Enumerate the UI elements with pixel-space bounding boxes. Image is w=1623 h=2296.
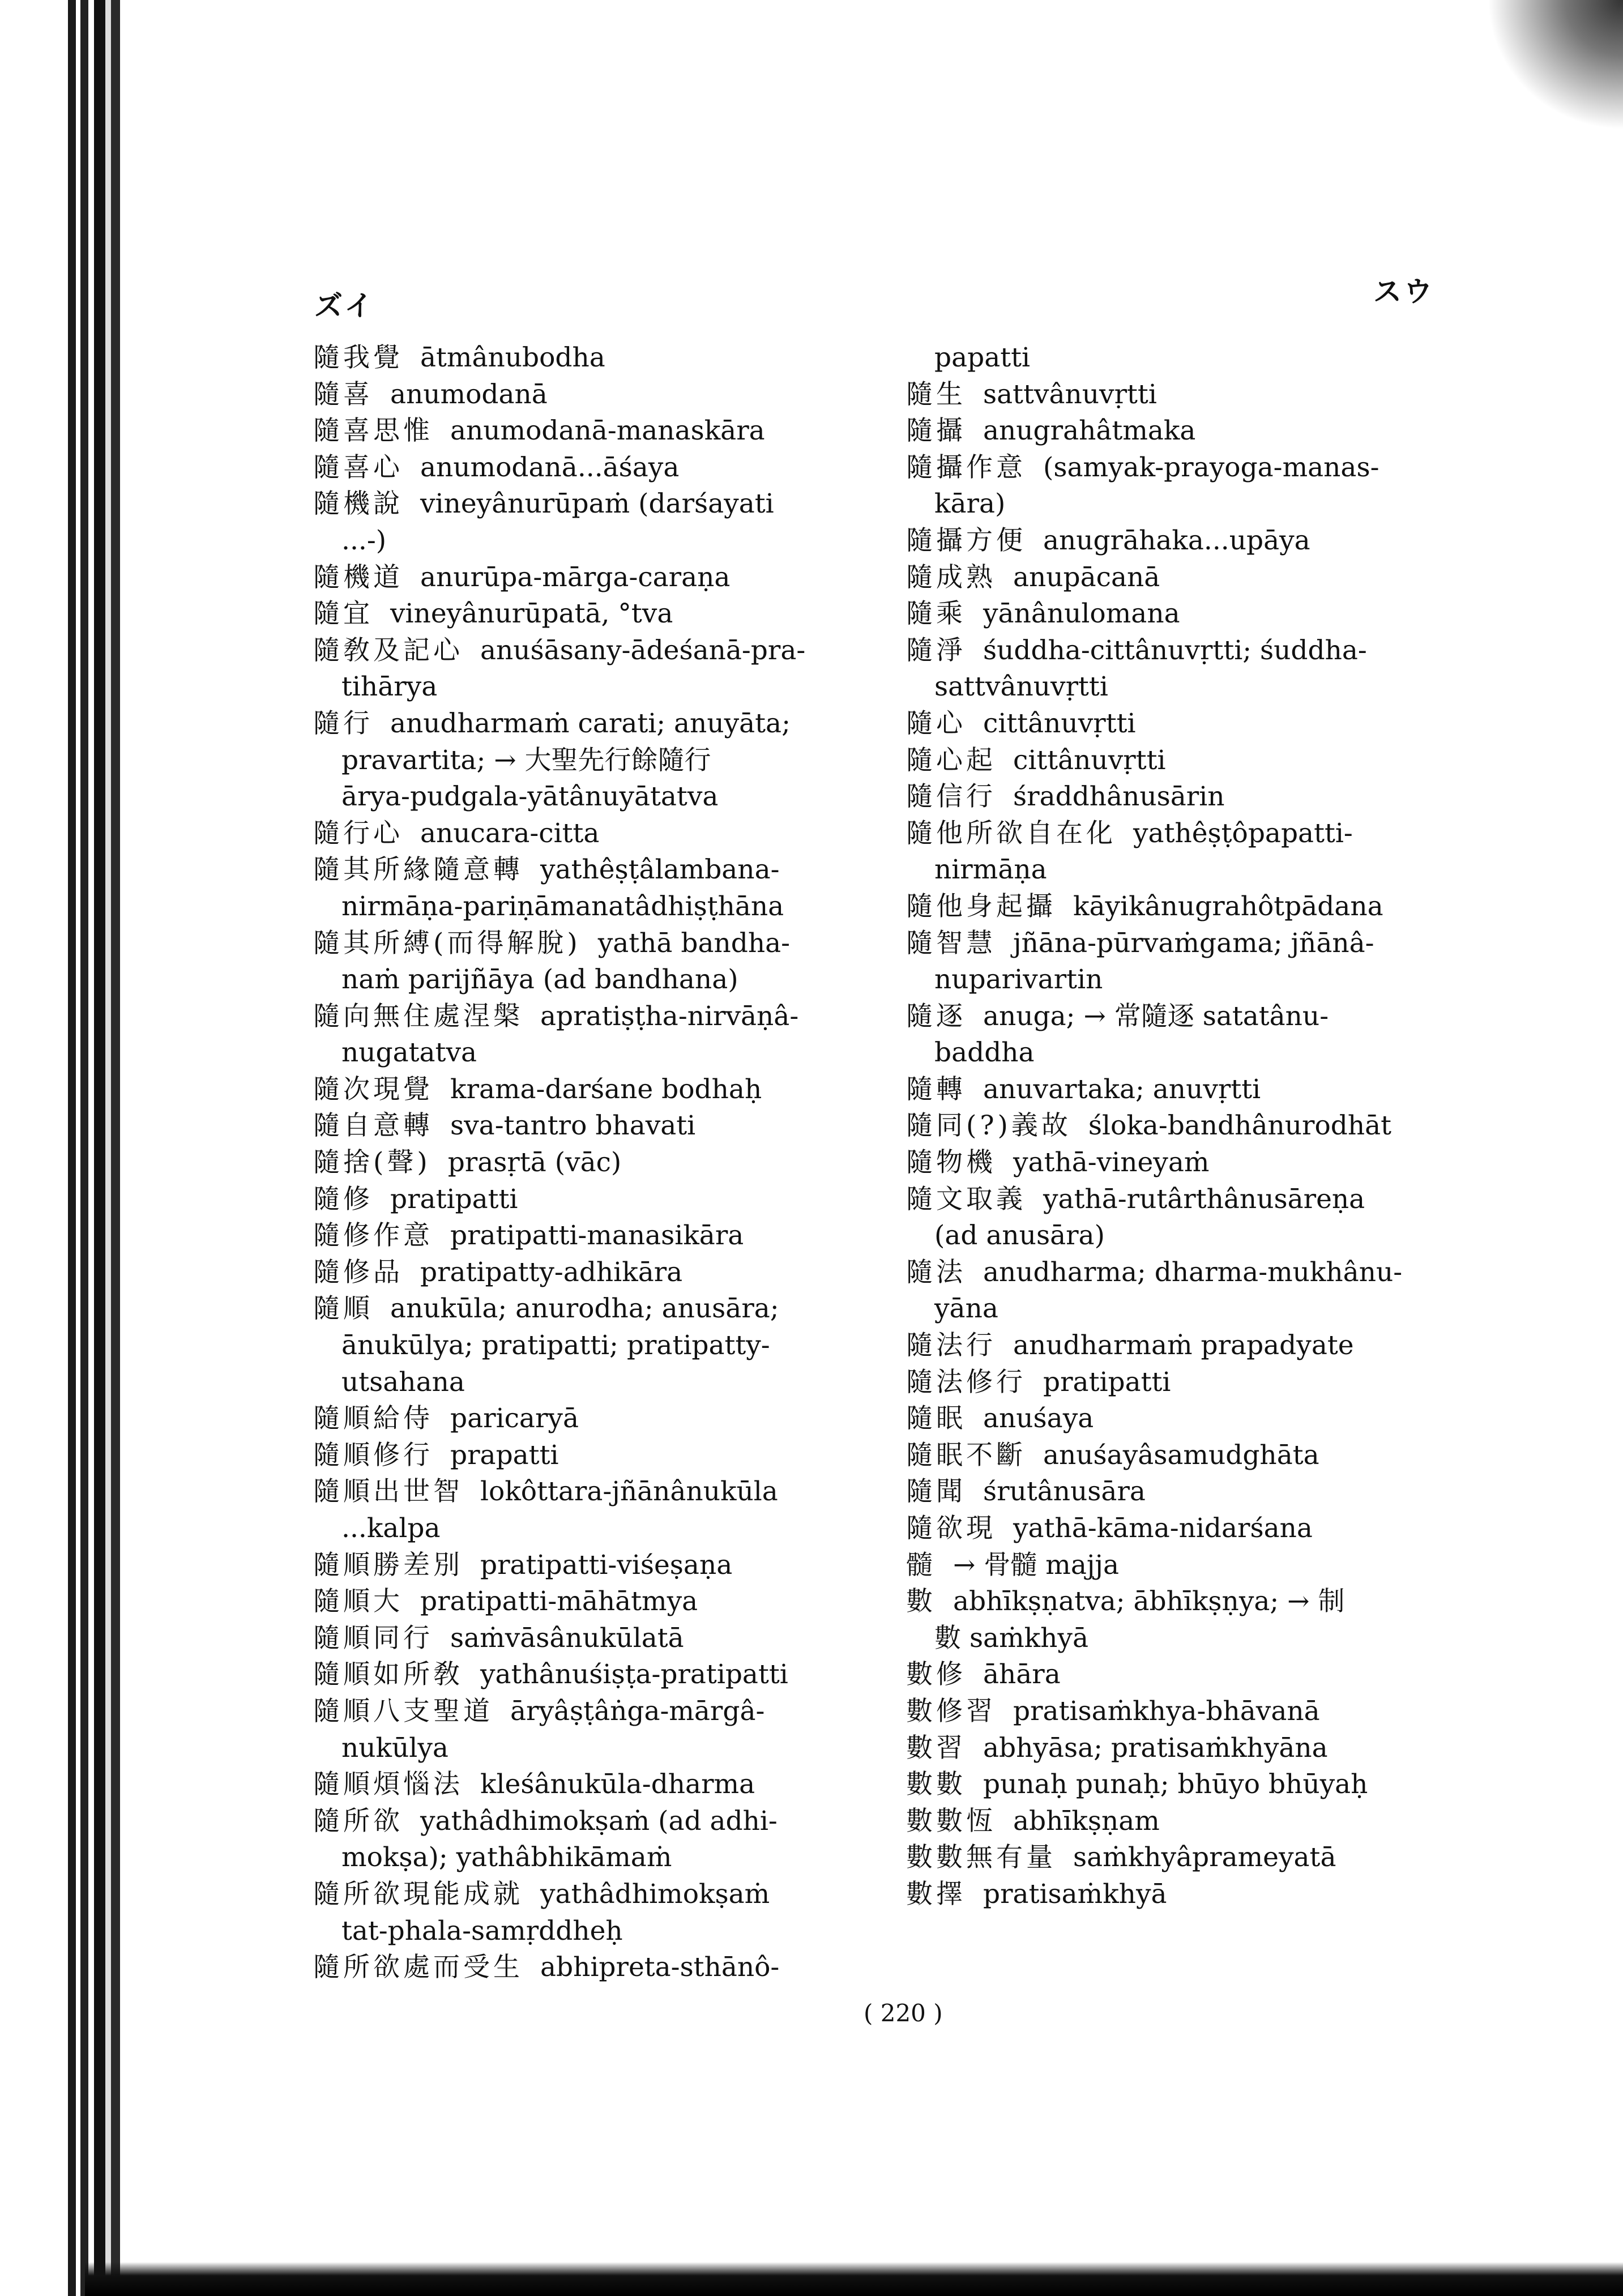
entry-continuation: [313, 1364, 879, 1401]
entry-headword: 隨他所欲自在化: [906, 817, 1116, 849]
entry-definition: pratipatti-viśeṣaṇa: [480, 1549, 733, 1581]
dictionary-entry: [906, 1693, 1472, 1730]
entry-definition: kleśânukūla-dharma: [480, 1769, 755, 1800]
entry-headword: 隨修品: [313, 1256, 403, 1288]
entry-headword: 隨法修行: [906, 1366, 1026, 1398]
entry-headword: 隨信行: [906, 781, 996, 813]
left-column: [313, 340, 879, 1986]
dictionary-entry: [313, 1657, 879, 1693]
entry-headword: 隨逐: [906, 1000, 966, 1032]
entry-definition: kāra): [934, 488, 1006, 520]
dictionary-entry: [906, 706, 1472, 742]
entry-headword: 隨聞: [906, 1476, 966, 1508]
entry-continuation: [313, 779, 879, 816]
entry-definition: ...-): [341, 524, 387, 556]
entry-definition: prapatti: [450, 1439, 559, 1471]
entry-headword: 隨修作意: [313, 1220, 433, 1252]
entry-headword: 隨行: [313, 707, 373, 739]
entry-definition: jñāna-pūrvaṁgama; jñānâ-: [1013, 927, 1374, 959]
entry-definition: saṁvāsânukūlatā: [450, 1622, 684, 1654]
entry-continuation: [906, 486, 1472, 523]
entry-definition: pratipatti: [1043, 1366, 1171, 1398]
entry-headword: 隨轉: [906, 1073, 966, 1105]
dictionary-entry: [313, 1876, 879, 1913]
entry-definition: yathā-kāma-nidarśana: [1013, 1513, 1313, 1544]
dictionary-entry: [906, 1876, 1472, 1913]
dictionary-entry: [906, 377, 1472, 413]
dictionary-entry: [313, 1072, 879, 1108]
dictionary-entry: [313, 413, 879, 450]
dictionary-entry: [313, 596, 879, 633]
entry-continuation: [313, 742, 879, 779]
dictionary-entry: [906, 560, 1472, 596]
dictionary-entry: [313, 1949, 879, 1986]
entry-continuation: [906, 340, 1472, 377]
entry-definition: anupācanā: [1013, 561, 1160, 593]
dictionary-entry: [313, 1218, 879, 1254]
entry-continuation: [906, 962, 1472, 998]
dictionary-entry: [313, 340, 879, 377]
entry-headword: 隨攝方便: [906, 524, 1026, 556]
entry-headword: 隨其所緣隨意轉: [313, 854, 523, 886]
entry-headword: 隨物機: [906, 1147, 996, 1179]
entry-continuation: [906, 1218, 1472, 1254]
entry-definition: cittânuvṛtti: [983, 707, 1136, 739]
entry-definition: yathâdhimokṣaṁ (ad adhi-: [420, 1805, 778, 1837]
entry-definition: vineyânurūpaṁ (darśayati: [420, 488, 774, 520]
dictionary-entry: [906, 1364, 1472, 1401]
entry-continuation: [313, 1913, 879, 1950]
entry-headword: 隨法: [906, 1256, 966, 1288]
entry-definition: naṁ parijñāya (ad bandhana): [341, 964, 738, 996]
entry-definition: yathêṣṭâlambana-: [540, 854, 780, 886]
entry-headword: 隨順煩惱法: [313, 1769, 463, 1800]
dictionary-entry: [313, 1547, 879, 1584]
dictionary-entry: [906, 1840, 1472, 1876]
dictionary-entry: [313, 633, 879, 669]
entry-definition: āryâṣṭâṅga-mārgâ-: [510, 1695, 765, 1727]
dictionary-entry: [906, 1145, 1472, 1181]
entry-definition: kāyikânugrahôtpādana: [1073, 890, 1383, 922]
dictionary-entry: [906, 998, 1472, 1035]
entry-definition: yathā bandha-: [597, 927, 791, 959]
entry-definition: nirmāṇa-pariṇāmanatâdhiṣṭhāna: [341, 890, 784, 922]
entry-definition: pratipatti-māhātmya: [420, 1586, 698, 1618]
entry-headword: 隨心起: [906, 744, 996, 776]
dictionary-entry: [906, 1584, 1472, 1620]
dictionary-entry: [313, 1803, 879, 1840]
entry-definition: anuśayâsamudghāta: [1043, 1439, 1319, 1471]
entry-continuation: [313, 1035, 879, 1072]
entry-definition: nugatatva: [341, 1037, 477, 1069]
entry-headword: 隨向無住處涅槃: [313, 1000, 523, 1032]
entry-definition: anukūla; anurodha; anusāra;: [390, 1293, 779, 1325]
entry-definition: anudharma; dharma-mukhânu-: [983, 1256, 1403, 1288]
entry-definition: anugrāhaka...upāya: [1043, 524, 1310, 556]
entry-definition: lokôttara-jñānânukūla: [480, 1476, 778, 1508]
entry-definition: saṁkhyâprameyatā: [1073, 1842, 1336, 1873]
dictionary-entry: [906, 742, 1472, 779]
entry-headword: 隨順同行: [313, 1622, 433, 1654]
dictionary-entry: [313, 1693, 879, 1730]
dictionary-entry: [313, 1620, 879, 1657]
entry-definition: anumodanā-manaskāra: [450, 415, 765, 447]
entry-definition: yathâdhimokṣaṁ: [540, 1878, 770, 1910]
entry-headword: 數習: [906, 1732, 966, 1764]
entry-headword: 隨喜: [313, 378, 373, 410]
dictionary-entry: [313, 1401, 879, 1437]
entry-headword: 隨法行: [906, 1330, 996, 1362]
entry-headword: 隨喜心: [313, 451, 403, 483]
entry-definition: pravartita; → 大聖先行餘隨行: [341, 744, 711, 776]
entry-headword: 隨機道: [313, 561, 403, 593]
entry-definition: pratisaṁkhyā: [983, 1878, 1167, 1910]
entry-definition: nukūlya: [341, 1732, 449, 1764]
entry-headword: 隨同(?)義故: [906, 1110, 1071, 1142]
entry-headword: 隨喜思惟: [313, 415, 433, 447]
entry-definition: anucara-citta: [420, 817, 600, 849]
entry-headword: 隨智慧: [906, 927, 996, 959]
entry-continuation: [313, 1328, 879, 1364]
entry-definition: baddha: [934, 1037, 1035, 1069]
entry-headword: 隨順勝差別: [313, 1549, 463, 1581]
entry-definition: yānânulomana: [983, 598, 1180, 630]
entry-definition: pratipatty-adhikāra: [420, 1256, 683, 1288]
entry-headword: 隨眠: [906, 1403, 966, 1435]
entry-headword: 隨順: [313, 1293, 373, 1325]
dictionary-entry: [906, 1474, 1472, 1510]
entry-definition: āhāra: [983, 1659, 1061, 1691]
dictionary-entry: [906, 779, 1472, 816]
entry-continuation: [906, 1620, 1472, 1657]
dictionary-entry: [906, 925, 1472, 962]
dictionary-entry: [313, 925, 879, 962]
entry-definition: abhīkṣṇam: [1013, 1805, 1160, 1837]
dictionary-entry: [313, 1145, 879, 1181]
dictionary-entry: [313, 377, 879, 413]
entry-continuation: [313, 889, 879, 925]
entry-definition: abhipreta-sthānô-: [540, 1952, 780, 1983]
entry-definition: 數 saṁkhyā: [934, 1622, 1088, 1654]
dictionary-entry: [906, 1254, 1472, 1291]
entry-definition: anuśāsany-ādeśanā-pra-: [480, 634, 806, 666]
entry-headword: 隨所欲: [313, 1805, 403, 1837]
entry-definition: papatti: [934, 342, 1031, 373]
dictionary-entry: [906, 596, 1472, 633]
entry-definition: ātmânubodha: [420, 342, 605, 373]
entry-definition: anugrahâtmaka: [983, 415, 1196, 447]
book-spine-shadow: [0, 0, 139, 2296]
entry-headword: 數擇: [906, 1878, 966, 1910]
dictionary-entry: [906, 1803, 1472, 1840]
entry-definition: yāna: [934, 1293, 998, 1325]
entry-headword: 數修: [906, 1659, 966, 1691]
entry-definition: sva-tantro bhavati: [450, 1110, 696, 1142]
dictionary-entry: [906, 1108, 1472, 1145]
entry-headword: 隨所欲現能成就: [313, 1878, 523, 1910]
entry-definition: krama-darśane bodhaḥ: [450, 1073, 762, 1105]
dictionary-entry: [906, 523, 1472, 560]
entry-headword: 數數無有量: [906, 1842, 1056, 1873]
entry-headword: 隨他身起攝: [906, 890, 1056, 922]
entry-continuation: [313, 1730, 879, 1767]
dictionary-entry: [313, 1584, 879, 1620]
entry-definition: cittânuvṛtti: [1013, 744, 1166, 776]
entry-definition: yathā-vineyaṁ: [1013, 1147, 1210, 1179]
dictionary-entry: [313, 998, 879, 1035]
dictionary-entry: [906, 889, 1472, 925]
entry-definition: utsahana: [341, 1366, 465, 1398]
entry-definition: anuvartaka; anuvṛtti: [983, 1073, 1261, 1105]
running-header-right: スウ: [1373, 275, 1434, 308]
entry-continuation: [906, 1035, 1472, 1072]
entry-definition: yathā-rutârthânusāreṇa: [1043, 1183, 1365, 1215]
entry-definition: punaḥ punaḥ; bhūyo bhūyaḥ: [983, 1769, 1368, 1800]
entry-continuation: [313, 523, 879, 560]
entry-definition: ārya-pudgala-yātânuyātatva: [341, 781, 719, 813]
entry-definition: paricaryā: [450, 1403, 579, 1435]
entry-continuation: [313, 1840, 879, 1876]
entry-headword: 隨機說: [313, 488, 403, 520]
entry-headword: 隨修: [313, 1183, 373, 1215]
entry-headword: 隨順出世智: [313, 1476, 463, 1508]
dictionary-entry: [906, 633, 1472, 669]
page-number: ( 220 ): [864, 1999, 943, 2027]
scan-corner-shadow: [1487, 0, 1623, 130]
entry-headword: 數數: [906, 1769, 966, 1800]
entry-definition: śraddhânusārin: [1013, 781, 1225, 813]
dictionary-entry: [906, 1401, 1472, 1437]
dictionary-entry: [313, 1291, 879, 1328]
entry-definition: anumodanā...āśaya: [420, 451, 680, 483]
entry-headword: 隨乘: [906, 598, 966, 630]
entry-definition: pratipatti: [390, 1183, 518, 1215]
entry-headword: 數修習: [906, 1695, 996, 1727]
entry-definition: (samyak-prayoga-manas-: [1043, 451, 1379, 483]
entry-definition: anuśaya: [983, 1403, 1094, 1435]
entry-continuation: [313, 1510, 879, 1547]
entry-definition: apratiṣṭha-nirvāṇâ-: [540, 1000, 799, 1032]
entry-headword: 髓: [906, 1549, 936, 1581]
entry-headword: 隨心: [906, 707, 966, 739]
dictionary-entry: [906, 1657, 1472, 1693]
entry-continuation: [906, 1291, 1472, 1328]
entry-headword: 隨成熟: [906, 561, 996, 593]
dictionary-entry: [906, 816, 1472, 852]
dictionary-entry: [313, 816, 879, 852]
entry-continuation: [313, 962, 879, 998]
entry-headword: 數數恆: [906, 1805, 996, 1837]
dictionary-entry: [313, 486, 879, 523]
dictionary-entry: [313, 560, 879, 596]
dictionary-entry: [313, 1766, 879, 1803]
entry-headword: 隨淨: [906, 634, 966, 666]
entry-headword: 隨順修行: [313, 1439, 433, 1471]
dictionary-entry: [906, 450, 1472, 486]
dictionary-entry: [313, 1474, 879, 1510]
entry-headword: 隨我覺: [313, 342, 403, 373]
dictionary-entry: [906, 1072, 1472, 1108]
entry-definition: sattvânuvṛtti: [983, 378, 1157, 410]
entry-headword: 隨其所縛(而得解脫): [313, 927, 581, 959]
dictionary-entry: [313, 1437, 879, 1474]
entry-headword: 隨眠不斷: [906, 1439, 1026, 1471]
dictionary-entry: [906, 1181, 1472, 1218]
right-column: [906, 340, 1472, 1913]
entry-headword: 隨捨(聲): [313, 1147, 431, 1179]
entry-definition: nuparivartin: [934, 964, 1103, 996]
dictionary-entry: [906, 1730, 1472, 1767]
entry-definition: śrutânusāra: [983, 1476, 1146, 1508]
entry-definition: vineyânurūpatā, °tva: [390, 598, 673, 630]
entry-definition: pratisaṁkhya-bhāvanā: [1013, 1695, 1320, 1727]
entry-definition: abhīkṣṇatva; ābhīkṣṇya; → 制: [953, 1586, 1345, 1618]
entry-definition: śloka-bandhânurodhāt: [1088, 1110, 1392, 1142]
entry-definition: tihārya: [341, 671, 438, 703]
entry-definition: abhyāsa; pratisaṁkhyāna: [983, 1732, 1328, 1764]
scan-bottom-edge: [85, 2262, 1623, 2296]
dictionary-entry: [313, 1108, 879, 1145]
dictionary-entry: [906, 1547, 1472, 1584]
entry-definition: pratipatti-manasikāra: [450, 1220, 744, 1252]
entry-headword: 隨順大: [313, 1586, 403, 1618]
entry-headword: 隨順八支聖道: [313, 1695, 493, 1727]
dictionary-entry: [906, 413, 1472, 450]
entry-definition: anudharmaṁ carati; anuyāta;: [390, 707, 791, 739]
entry-headword: 隨順給侍: [313, 1403, 433, 1435]
entry-definition: anudharmaṁ prapadyate: [1013, 1330, 1354, 1362]
entry-headword: 隨行心: [313, 817, 403, 849]
running-header-left: ズイ: [314, 289, 375, 322]
entry-headword: 隨攝作意: [906, 451, 1026, 483]
entry-headword: 隨次現覺: [313, 1073, 433, 1105]
entry-headword: 數: [906, 1586, 936, 1618]
entry-definition: yathânuśiṣṭa-pratipatti: [480, 1659, 788, 1691]
entry-definition: mokṣa); yathâbhikāmaṁ: [341, 1842, 672, 1873]
entry-continuation: [313, 669, 879, 706]
entry-definition: tat-phala-samṛddheḥ: [341, 1915, 623, 1947]
entry-definition: anuga; → 常隨逐 satatânu-: [983, 1000, 1329, 1032]
entry-definition: śuddha-cittânuvṛtti; śuddha-: [983, 634, 1367, 666]
entry-headword: 隨自意轉: [313, 1110, 433, 1142]
entry-definition: anumodanā: [390, 378, 548, 410]
entry-definition: nirmāṇa: [934, 854, 1047, 886]
entry-headword: 隨敎及記心: [313, 634, 463, 666]
entry-definition: prasṛtā (vāc): [447, 1147, 622, 1179]
entry-headword: 隨生: [906, 378, 966, 410]
entry-definition: yathêṣṭôpapatti-: [1133, 817, 1353, 849]
dictionary-entry: [906, 1766, 1472, 1803]
entry-definition: anurūpa-mārga-caraṇa: [420, 561, 731, 593]
dictionary-entry: [906, 1437, 1472, 1474]
entry-definition: (ad anusāra): [934, 1220, 1105, 1252]
entry-headword: 隨順如所敎: [313, 1659, 463, 1691]
entry-headword: 隨宜: [313, 598, 373, 630]
dictionary-entry: [906, 1328, 1472, 1364]
entry-definition: sattvânuvṛtti: [934, 671, 1108, 703]
dictionary-entry: [313, 706, 879, 742]
entry-definition: ...kalpa: [341, 1513, 441, 1544]
dictionary-entry: [313, 1254, 879, 1291]
entry-continuation: [906, 852, 1472, 889]
entry-headword: 隨所欲處而受生: [313, 1952, 523, 1983]
entry-headword: 隨欲現: [906, 1513, 996, 1544]
dictionary-entry: [313, 1181, 879, 1218]
entry-headword: 隨攝: [906, 415, 966, 447]
entry-continuation: [906, 669, 1472, 706]
dictionary-entry: [313, 852, 879, 889]
dictionary-entry: [313, 450, 879, 486]
entry-headword: 隨文取義: [906, 1183, 1026, 1215]
dictionary-entry: [906, 1510, 1472, 1547]
entry-definition: ānukūlya; pratipatti; pratipatty-: [341, 1330, 770, 1362]
entry-definition: → 骨髓 majja: [953, 1549, 1120, 1581]
